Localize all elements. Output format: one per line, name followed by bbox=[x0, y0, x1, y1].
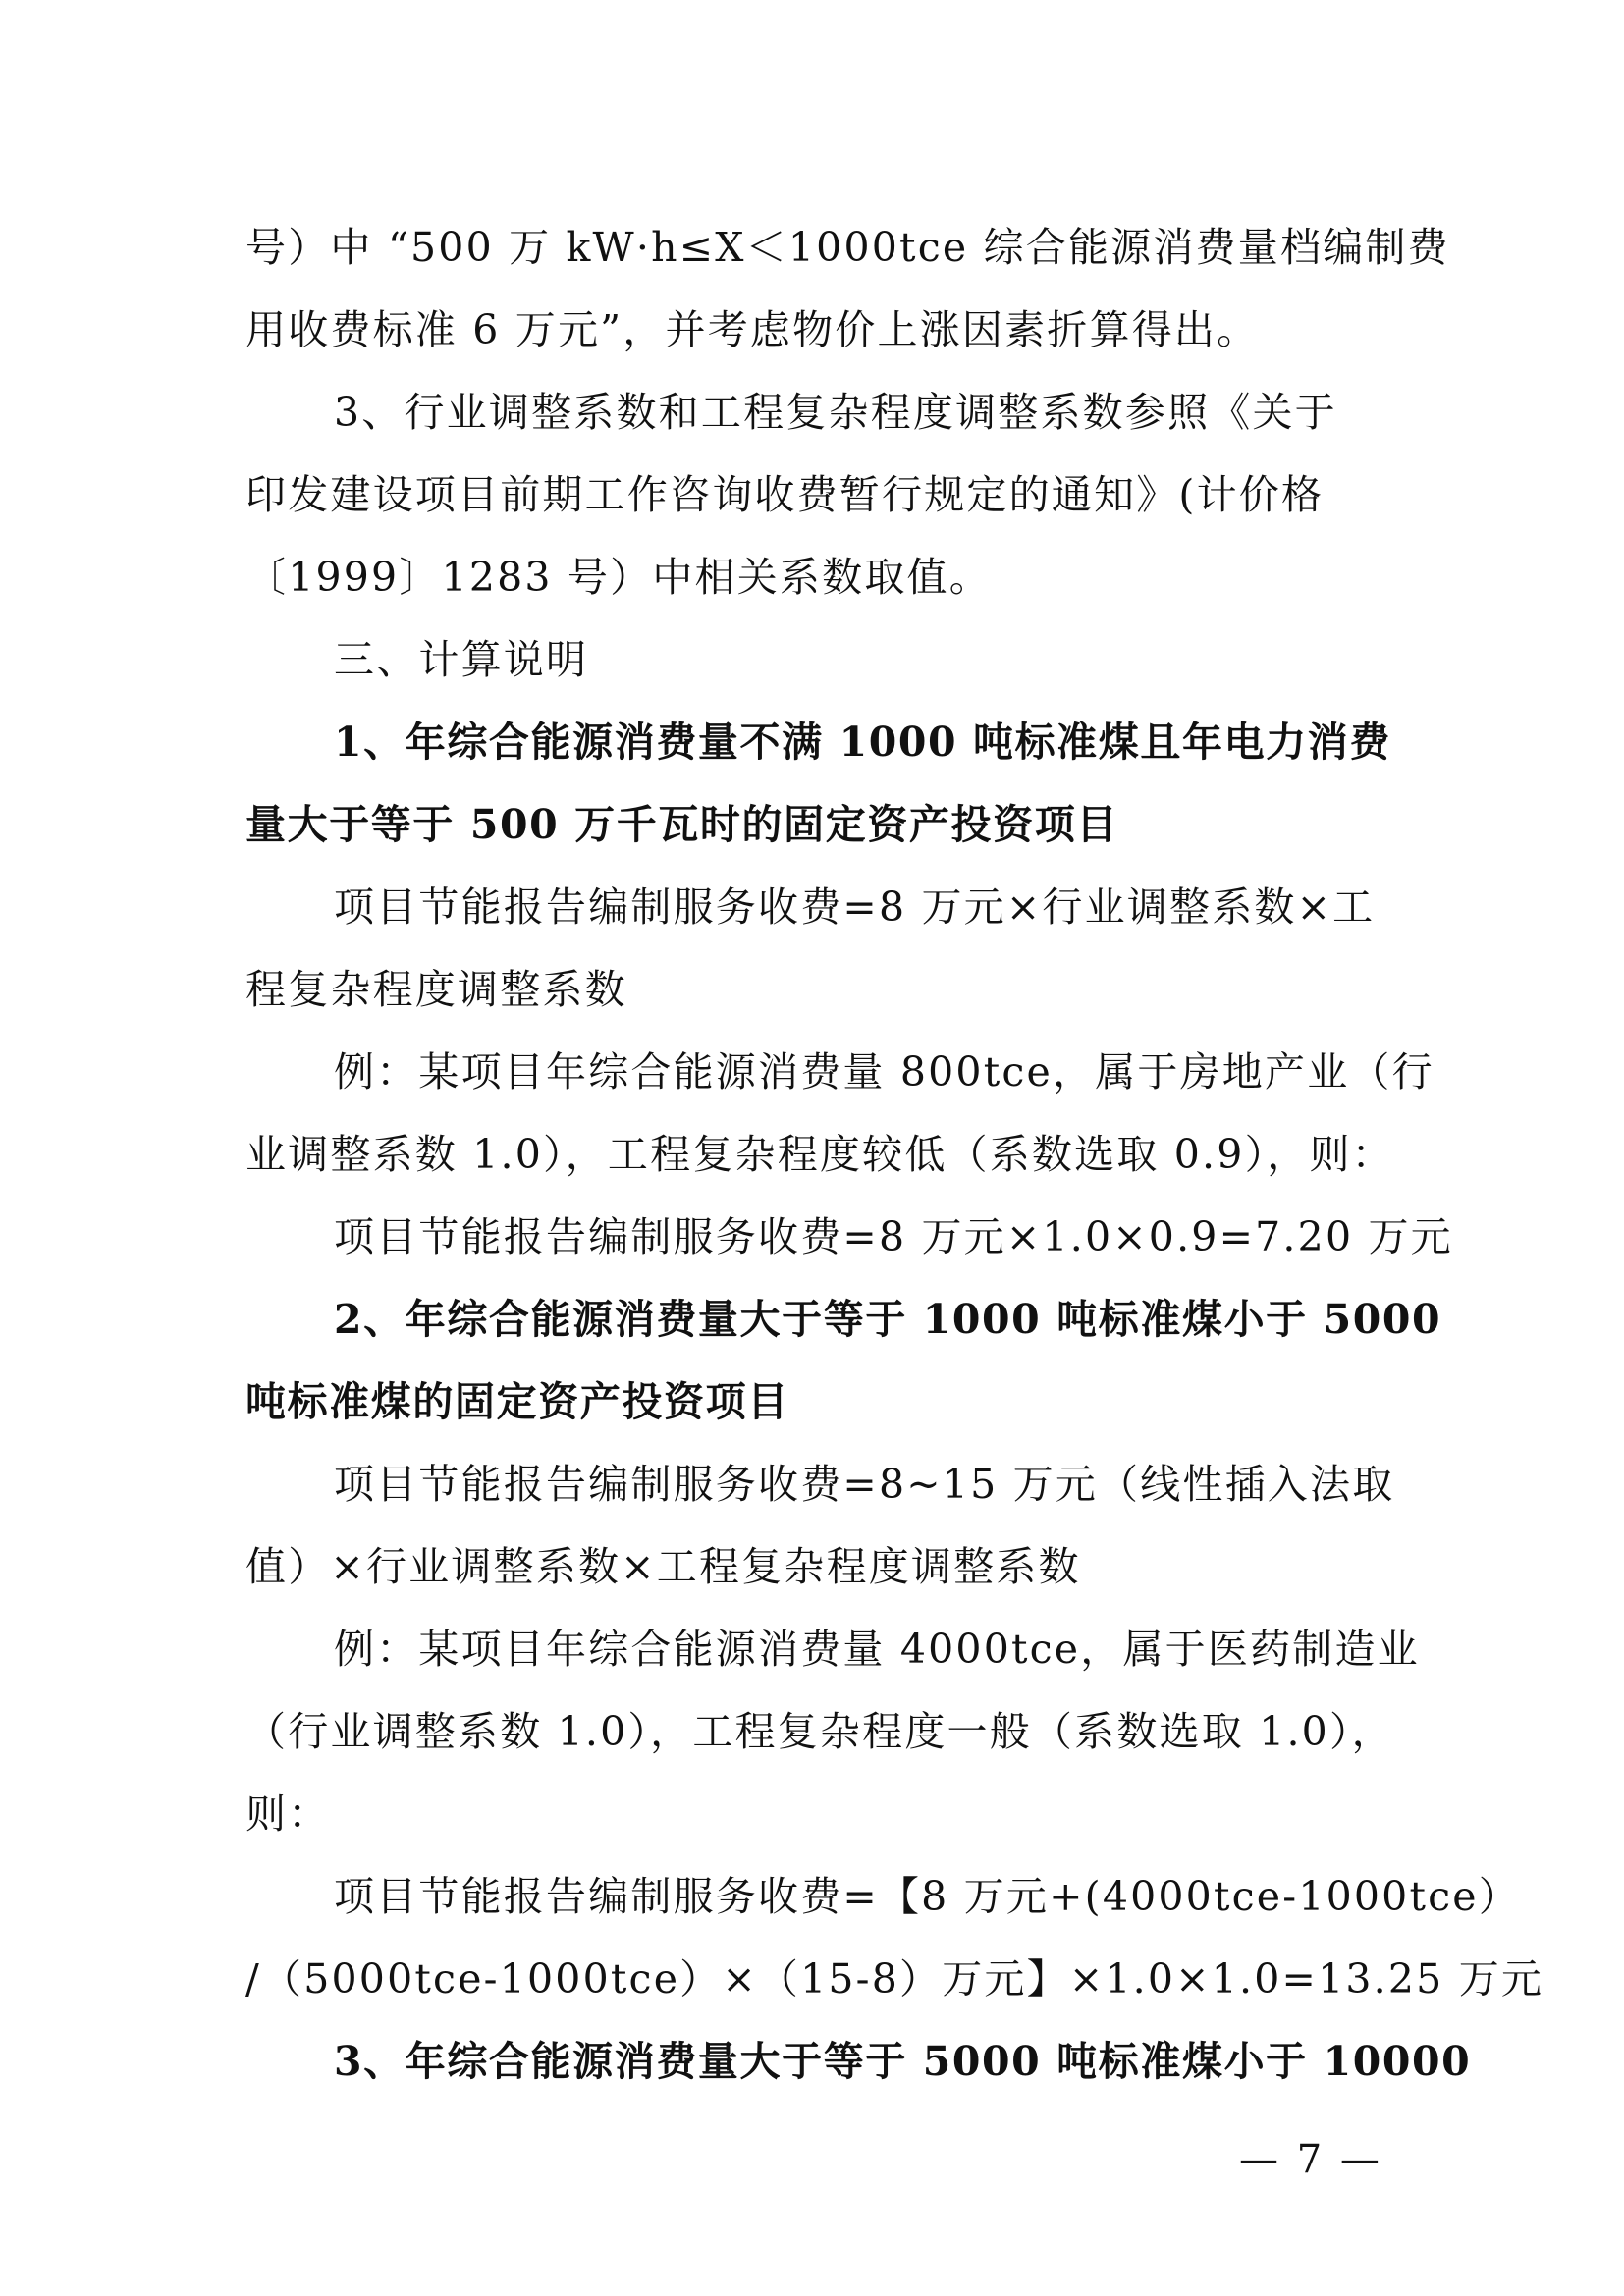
text-line-5: 〔1999〕1283 号）中相关系数取值。 bbox=[245, 554, 992, 601]
formula-1: 项目节能报告编制服务收费=8 万元×1.0×0.9=7.20 万元 bbox=[334, 1213, 1453, 1260]
example-2-line-2: （行业调整系数 1.0），工程复杂程度一般（系数选取 1.0）， bbox=[245, 1708, 1394, 1755]
text-line-4: 印发建设项目前期工作咨询收费暂行规定的通知》(计价格 bbox=[245, 471, 1325, 518]
formula-2-line-2: /（5000tce-1000tce）×（15-8）万元】×1.0×1.0=13.25 万元 bbox=[245, 1955, 1544, 2002]
section-heading: 三、计算说明 bbox=[334, 636, 589, 683]
example-2-line-1: 例：某项目年综合能源消费量 4000tce，属于医药制造业 bbox=[334, 1626, 1420, 1673]
formula-2-line-1: 项目节能报告编制服务收费=【8 万元+(4000tce-1000tce） bbox=[334, 1873, 1521, 1920]
subheading-1-line-1: 1、年综合能源消费量不满 1000 吨标准煤且年电力消费 bbox=[334, 719, 1391, 766]
text-line-16: 项目节能报告编制服务收费=8~15 万元（线性插入法取 bbox=[334, 1461, 1395, 1508]
subheading-2-line-1: 2、年综合能源消费量大于等于 1000 吨标准煤小于 5000 bbox=[334, 1296, 1442, 1343]
example-2-line-3: 则： bbox=[245, 1790, 331, 1838]
subheading-3-line-1: 3、年综合能源消费量大于等于 5000 吨标准煤小于 10000 bbox=[334, 2038, 1472, 2085]
page-number: — 7 — bbox=[1239, 2137, 1382, 2182]
text-line-2: 用收费标准 6 万元”，并考虑物价上涨因素折算得出。 bbox=[245, 306, 1260, 353]
text-line-1: 号）中 “500 万 kW·h≤X＜1000tce 综合能源消费量档编制费 bbox=[245, 224, 1450, 271]
subheading-1-line-2: 量大于等于 500 万千瓦时的固定资产投资项目 bbox=[245, 801, 1118, 848]
example-1-line-2: 业调整系数 1.0），工程复杂程度较低（系数选取 0.9），则： bbox=[245, 1131, 1394, 1178]
example-1-line-1: 例：某项目年综合能源消费量 800tce，属于房地产业（行 bbox=[334, 1048, 1435, 1095]
text-line-17: 值）×行业调整系数×工程复杂程度调整系数 bbox=[245, 1543, 1081, 1590]
subheading-2-line-2: 吨标准煤的固定资产投资项目 bbox=[245, 1378, 789, 1425]
text-line-3: 3、行业调整系数和工程复杂程度调整系数参照《关于 bbox=[334, 389, 1337, 436]
text-line-10: 程复杂程度调整系数 bbox=[245, 966, 627, 1013]
text-line-9: 项目节能报告编制服务收费=8 万元×行业调整系数×工 bbox=[334, 883, 1376, 931]
